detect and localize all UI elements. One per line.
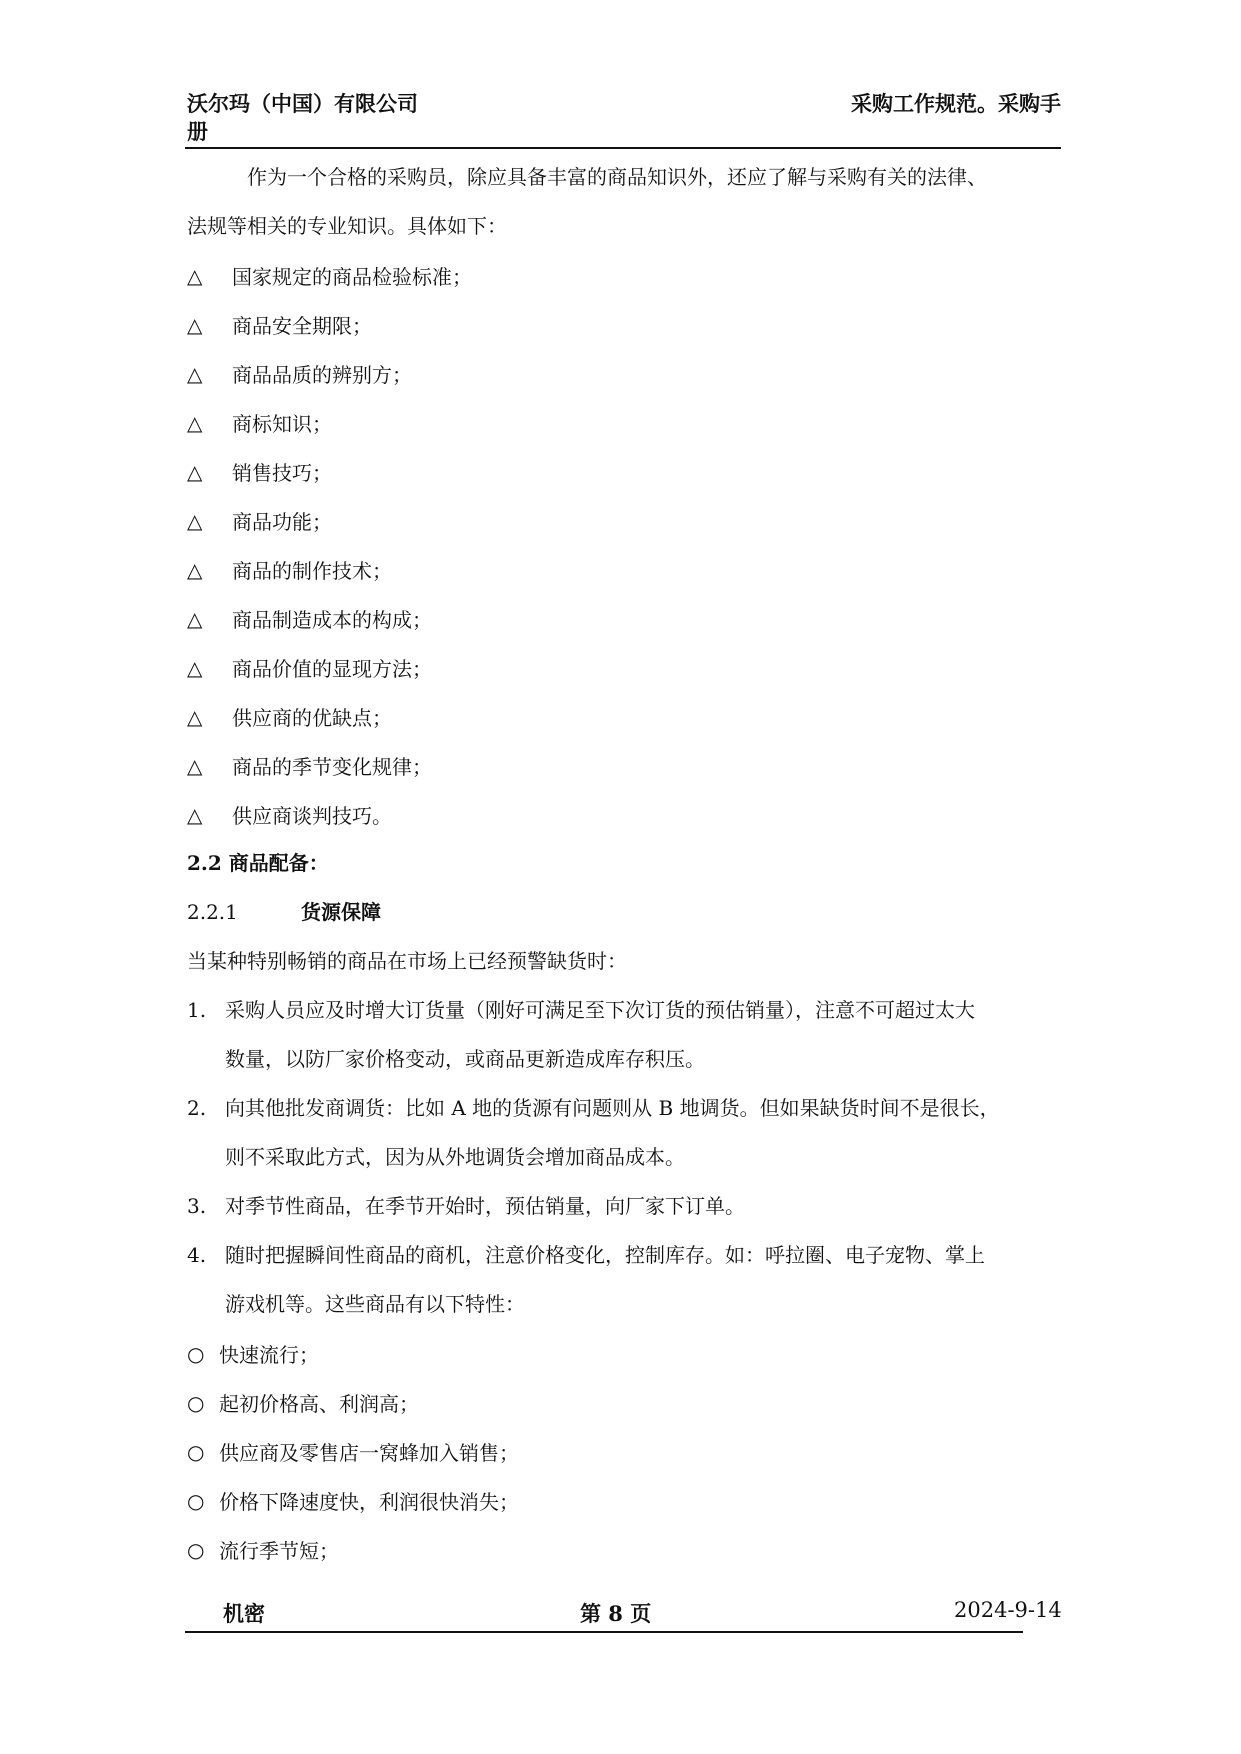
list-item-text: 商品功能； [232,510,332,534]
list-item [187,349,1059,398]
section-heading-2-2: 2.2 商品配备： [187,851,329,875]
triangle-icon: △ [187,557,203,582]
list-item-text: 销售技巧； [232,461,332,485]
list-item-text: 流行季节短； [219,1539,339,1563]
header-doc-title: 采购工作规范。采购手 [851,91,1061,116]
list-item-text: 商品的制作技术； [232,559,392,583]
list-item [187,790,1059,839]
header-company [187,90,447,146]
list-item-text: 供应商及零售店一窝蜂加入销售； [219,1441,519,1465]
list-item [187,251,1059,300]
item-line: 向其他批发商调货：比如 A 地的货源有问题则从 B 地调货。但如果缺货时间不是很长， [225,1096,1000,1120]
item-line: 游戏机等。这些商品有以下特性： [225,1292,525,1316]
section-heading-2-2-1 [187,888,1059,937]
header-divider [185,147,1061,149]
triangle-icon: △ [187,704,203,729]
list-item [187,447,1059,496]
list-item [187,300,1059,349]
knowledge-list [187,251,1059,839]
header-company-name: 沃尔玛（中国）有限公司 [187,91,418,116]
numbered-item [187,1182,1059,1231]
item-line: 随时把握瞬间性商品的商机，注意价格变化，控制库存。如：呼拉圈、电子宠物、掌上 [225,1243,985,1267]
list-item [187,1378,1059,1427]
circle-icon: ○ [187,1439,205,1464]
list-item-text: 商品的季节变化规律； [232,755,432,779]
section-number: 2.2.1 [187,900,238,924]
footer-date: 2024-9-14 [954,1598,1062,1622]
numbered-item [187,1231,1059,1329]
list-item [187,741,1059,790]
circle-icon: ○ [187,1341,205,1366]
item-line: 数量，以防厂家价格变动，或商品更新造成库存积压。 [225,1047,705,1071]
section-title: 货源保障 [301,900,381,924]
footer-confidential: 机密 [223,1601,265,1626]
list-item-text: 供应商的优缺点； [232,706,392,730]
list-item [187,496,1059,545]
triangle-icon: △ [187,312,203,337]
circle-icon: ○ [187,1488,205,1513]
list-item [187,1476,1059,1525]
numbered-item [187,1084,1059,1182]
list-item-text: 国家规定的商品检验标准； [232,265,472,289]
item-number: 4. [187,1243,207,1267]
triangle-icon: △ [187,508,203,533]
triangle-icon: △ [187,410,203,435]
list-item-text: 商品安全期限； [232,314,372,338]
list-item-text: 商品品质的辨别方； [232,363,412,387]
list-item-text: 商标知识； [232,412,332,436]
document-body [187,153,1059,1574]
numbered-item [187,986,1059,1084]
circle-icon: ○ [187,1390,205,1415]
list-item [187,545,1059,594]
intro-line-1: 作为一个合格的采购员，除应具备丰富的商品知识外，还应了解与采购有关的法律、 [247,165,987,189]
intro-line-2: 法规等相关的专业知识。具体如下： [187,214,507,238]
list-item-text: 价格下降速度快，利润很快消失； [219,1490,519,1514]
item-number: 3. [187,1194,207,1218]
triangle-icon: △ [187,802,203,827]
item-line: 对季节性商品，在季节开始时，预估销量，向厂家下订单。 [225,1194,745,1218]
list-item-text: 起初价格高、利润高； [219,1392,419,1416]
header-company-name-cont: 册 [187,119,208,144]
triangle-icon: △ [187,753,203,778]
item-number: 1. [187,998,207,1022]
list-item [187,398,1059,447]
triangle-icon: △ [187,655,203,680]
list-item [187,1525,1059,1574]
list-item-text: 商品制造成本的构成； [232,608,432,632]
list-item [187,1329,1059,1378]
list-item [187,1427,1059,1476]
circle-icon: ○ [187,1537,205,1562]
list-item-text: 快速流行； [219,1343,319,1367]
triangle-icon: △ [187,606,203,631]
list-item-text: 商品价值的显现方法； [232,657,432,681]
footer-page-number: 第 8 页 [580,1601,652,1626]
list-item [187,643,1059,692]
triangle-icon: △ [187,361,203,386]
item-line: 采购人员应及时增大订货量（刚好可满足至下次订货的预估销量），注意不可超过太大 [225,998,975,1022]
list-item [187,692,1059,741]
traits-list [187,1329,1059,1574]
item-line: 则不采取此方式，因为从外地调货会增加商品成本。 [225,1145,685,1169]
list-item [187,594,1059,643]
lead-text: 当某种特别畅销的商品在市场上已经预警缺货时： [187,949,627,973]
numbered-list [187,986,1059,1329]
footer-divider [185,1631,1023,1633]
triangle-icon: △ [187,459,203,484]
item-number: 2. [187,1096,207,1120]
triangle-icon: △ [187,263,203,288]
list-item-text: 供应商谈判技巧。 [232,804,392,828]
